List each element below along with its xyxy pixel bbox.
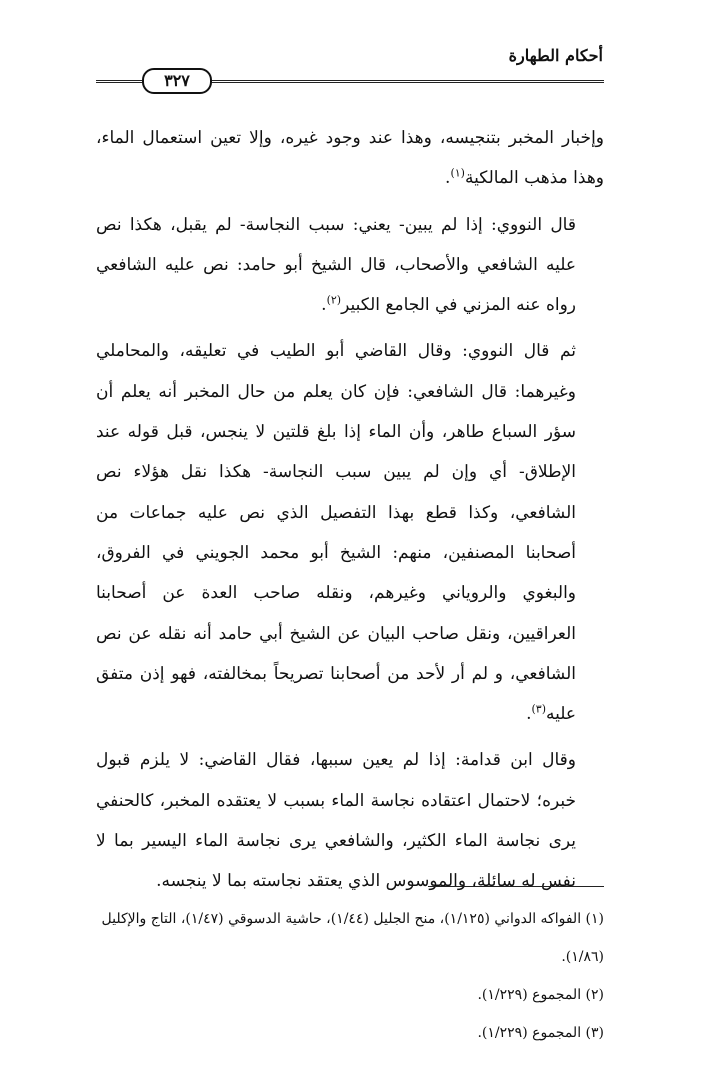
footnote-ref-1: (١)	[450, 166, 465, 180]
running-header-title: أحكام الطهارة	[508, 46, 603, 65]
paragraph-3: ثم قال النووي: وقال القاضي أبو الطيب في تعليقه، والمحاملي وغيرهما: قال الشافعي: فإن كان يعلم من حال المخبر أنه يعلم أن سؤر السباع طاهر، وأن الماء إذا بلغ قلتين لا ينجس، قبل قوله عند الإطلاق- أي وإن لم يبين سبب النجاسة- هكذا نقل هؤلاء نص الشافعي، وكذا قطع بهذا التفصيل الذي نص عليه جماعات من أصحابنا المصنفين، منهم: الشيخ أبو محمد الجويني في الفروق، والبغوي والروياني وغيرهم، ونقله صاحب العدة عن أصحابنا العراقيين، ونقل صاحب البيان عن الشيخ أبي حامد أنه نقله عن نص الشافعي، و لم أر لأحد من أصحابنا تصريحاً بمخالفته، فهو إذن متفق عليه$^{(٣)}$.	[96, 341, 576, 725]
footnote-ref-2: (٢)	[326, 293, 342, 307]
footnote-ref-3: (٣)	[531, 702, 546, 716]
footnote-1: (١) الفواكه الدواني (١/١٢٥)، منح الجليل (١/٤٤)، حاشية الدسوقي (١/٤٧)، التاج والإكليل (١/٨٦).	[101, 911, 604, 965]
main-text	[96, 118, 604, 902]
page-number-badge: ٣٢٧	[142, 68, 212, 94]
footnote-3: (٣) المجموع (١/٢٢٩).	[477, 1025, 604, 1041]
paragraph-4: وقال ابن قدامة: إذا لم يعين سببها، فقال القاضي: لا يلزم قبول خبره؛ لاحتمال اعتقاده نجاسة الماء بسبب لا يعتقده المخبر، كالحنفي يرى نجاسة الماء الكثير، والشافعي يرى نجاسة الماء اليسير بما لا نفس له سائلة، والموسوس الذي يعتقد نجاسته بما لا ينجسه.	[96, 750, 576, 892]
paragraph-1: وإخبار المخبر بتنجيسه، وهذا عند وجود غيره، وإلا تعين استعمال الماء، وهذا مذهب المالكية$^{(١)}$.	[96, 128, 604, 189]
footnotes	[96, 900, 604, 1052]
footnote-2: (٢) المجموع (١/٢٢٩).	[477, 987, 604, 1003]
footnote-separator	[428, 886, 604, 887]
paragraph-2: قال النووي: إذا لم يبين- يعني: سبب النجاسة- لم يقبل، هكذا نص عليه الشافعي والأصحاب، قال الشيخ أبو حامد: نص عليه الشافعي رواه عنه المزني في الجامع الكبير$^{(٢)}$.	[96, 214, 576, 316]
